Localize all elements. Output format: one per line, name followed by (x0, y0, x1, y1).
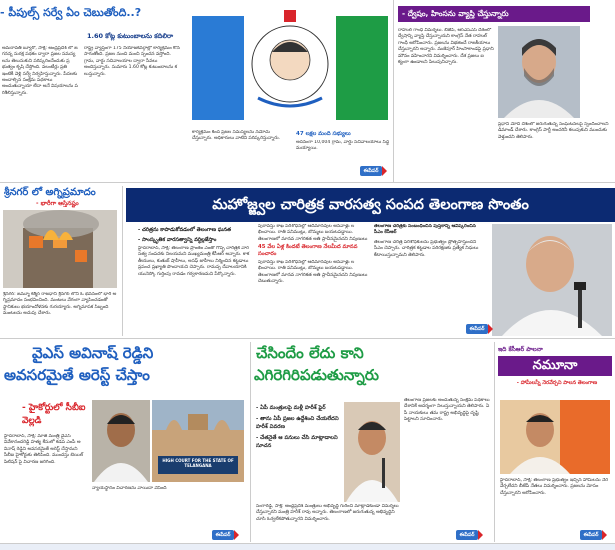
harish-headline-1: చేసిందేం లేదు కాని (256, 344, 364, 362)
harish-bullet: - ఏపీ మంత్రులపై మళ్లీ హరీశ్ ఫైర్ (256, 405, 326, 411)
top-right-article (396, 0, 615, 180)
top-left-col2: రాష్ట్ర వ్యాప్తంగా 175 నియోజకవర్గాల్లో కార్యక్రమం కొనసాగుతోంది. ప్రజల నుంచి మంచి స్పందన వస్తోంది. గ్రామ, వార్డు సచివాలయాల ద్వారా సేవలు అందిస్తున్నారు. సుమారు 1.60 కోట్ల కుటుంబాలను కలుస్తున్నారు. (84, 46, 180, 77)
namoona-tag: ఇది కేసీఆర్ పాలనా (498, 346, 543, 353)
top-left-article (0, 0, 392, 180)
fire-body: శ్రీనగర్: జమ్మూ కశ్మీర్ రాజధాని శ్రీనగర్ లోని ఓ భవనంలో భారీ అగ్నిప్రమాదం సంభవించింది. మంటలు వేగంగా వ్యాపించడంతో స్థానికులు భయాందోళనకు గురయ్యారు. అగ్నిమాపక సిబ్బంది మంటలను అదుపు చేశారు. (3, 292, 117, 317)
kcr-photo (492, 224, 612, 336)
party-flag-illustration (192, 10, 388, 128)
avinash-caption: న్యాయస్థానం విచారణను వాయిదా వేసింది (92, 486, 167, 491)
heritage-banner-text: మహోజ్జ్వల చారిత్రక వారసత్వ సంపద తెలంగాణ సొంతం (212, 197, 529, 213)
epaper-mark-5: ఈపేపర్ (580, 530, 602, 540)
harish-article (252, 342, 492, 542)
horizontal-divider-2 (0, 338, 615, 339)
telangana-bullet-2: - సాంస్కృతిక వారసత్వాన్ని వర్ధిల్లజేస్తాం (138, 237, 217, 243)
bottom-strip (0, 544, 615, 550)
namoona-subhead: - హామీలన్నీ నెరవేర్చని పాలన తెలంగాణ (516, 380, 598, 386)
telangana-col2-top: పురావస్తు శాఖ పరిశోధనల్లో ఆదిమానవుల ఆనవాళ్లు లభించాయి. రాతి పనిముట్లు, బొమ్మలు బయటపడ్డాయి. తెలంగాణలో మానవ నాగరికత అతి ప్రాచీనమైనదని నిపుణులు (258, 224, 368, 242)
high-court-photo (152, 400, 244, 482)
harish-headline-2: ఎగిరెగిరిపడుతున్నారు (254, 366, 379, 384)
high-court-sign: HIGH COURT FOR THE STATE OF TELANGANA (162, 458, 234, 468)
avinash-article (0, 342, 248, 542)
telangana-subhead: 45 వేల ఏళ్ల కిందటే తెలంగాణ నేలమీద మానవ సంచారం (258, 244, 358, 257)
vertical-divider-3 (250, 342, 251, 542)
top-right-headline-bar (398, 6, 590, 22)
namoona-article (496, 344, 615, 542)
epaper-mark-4: ఈపేపర్ (456, 530, 478, 540)
top-right-body: రాహుల్ గాంధీ విమర్శలు. బీజేపీ, ఆర్ఎస్ఎస్ దేశంలో ద్వేషాన్ని వ్యాప్తి చేస్తున్నాయని కాంగ్రెస్ నేత రాహుల్ గాంధీ ఆరోపించారు. ప్రజలను విభజించే రాజకీయాలు చేస్తున్నారని అన్నారు. మణిపూర్ హింసాకాండపై ప్రధాని మౌనం వహించారని విమర్శించారు. దేశ ప్రజలు ఐక్యంగా ఉండాలని పిలుపునిచ్చారు. (398, 28, 494, 66)
harish-body: సంగారెడ్డి, సాక్షి: ఆంధ్రప్రదేశ్ మంత్రులు అభివృద్ధి గురించి మాట్లాడకుండా విమర్శలు చేస్తున్నారని మంత్రి హరీశ్ రావు అన్నారు. తెలంగాణలో జరుగుతున్న అభివృద్ధిని చూసి ఓర్వలేకపోతున్నారని విమర్శించారు. (256, 504, 399, 522)
epaper-mark-2: ఈపేపర్ (466, 324, 488, 334)
top-left-headline: - పీపుల్స్ సర్వే ఏం చెబుతోంది..? (0, 6, 142, 19)
avinash-photo (92, 400, 150, 482)
telangana-caption: తెలంగాణ చరిత్రకు సంబంధించిన పుస్తకాన్ని ఆవిష్కరించిన సీఎం కేసీఆర్ (374, 224, 476, 236)
vertical-divider-4 (494, 342, 495, 542)
fire-subtitle: - భారీగా ఆస్తినష్టం (36, 200, 79, 207)
harish-bullet: - తాను ఏపీ ప్రజల ఉద్దేశించి చేయలేదని హరీశ్ వివరణ (256, 416, 339, 430)
fire-title: శ్రీనగర్ లో అగ్నిప్రమాదం (4, 187, 96, 198)
vertical-divider (393, 0, 394, 182)
telangana-col1: హైదరాబాద్, సాక్షి: తెలంగాణ ప్రాంతం ఎంతో గొప్ప చారిత్రక వారసత్వ సంపదకు నిలయమని ముఖ్యమంత్రి కేసీఆర్ అన్నారు. కాకతీయులు, కుతుబ్ షాహీలు, అసఫ్ జాహీలు నిర్మించిన కట్టడాలు ప్రపంచ ప్రఖ్యాతి పొందాయని చెప్పారు. రామప్ప దేవాలయానికి యునెస్కో గుర్తింపు రావడం గర్వకారణమని పేర్కొన్నారు. (138, 246, 250, 277)
rahul-gandhi-photo (498, 26, 580, 118)
top-left-stat: 47 లక్షల మంది సభ్యులు (296, 131, 351, 137)
vertical-divider-2 (122, 186, 123, 336)
top-left-headline-bar (0, 6, 182, 28)
namoona-headline: నమూనా (532, 358, 578, 373)
epaper-mark: ఈపేపర్ (360, 166, 382, 176)
telangana-col3: తెలంగాణ చరిత్ర పరిశోధకులను ప్రభుత్వం ప్రోత్సహిస్తుందని సీఎం చెప్పారు. చారిత్రక కట్టడాల పరిరక్షణకు ప్రత్యేక నిధులు కేటాయిస్తున్నామని తెలిపారు. (374, 240, 479, 258)
fire-article (0, 186, 120, 334)
avinash-subhead: - హైకోర్టులో సీబీఐ వెల్లడి (22, 403, 86, 426)
telangana-article (126, 224, 615, 336)
harish-rao-photo (344, 402, 400, 502)
telangana-col2: పురావస్తు శాఖ పరిశోధనల్లో ఆదిమానవుల ఆనవాళ్లు లభించాయి. రాతి పనిముట్లు, బొమ్మలు బయటపడ్డాయి. తెలంగాణలో మానవ నాగరికత అతి ప్రాచీనమైనదని నిపుణులు చెబుతున్నారు. (258, 260, 368, 285)
top-right-body2: ప్రధాని మోదీ దేశంలో జరుగుతున్న సంఘటనలపై స్పందించాలని డిమాండ్ చేశారు. కాంగ్రెస్ పార్టీ అందరినీ కలుపుకుని ముందుకు వెళ్తుందని తెలిపారు. (498, 122, 609, 140)
fire-photo (3, 210, 117, 288)
top-left-col3: కార్యక్రమం కింద ప్రజల సమస్యలను నమోదు చేస్తున్నారు. అధికారులు వాటిని పరిష్కరిస్తున్నారు. (192, 130, 281, 142)
namoona-photo (500, 400, 610, 474)
avinash-headline-1: వైఎస్ అవినాష్ రెడ్డిని (32, 344, 154, 362)
top-right-headline: - ద్వేషం, హింసను వ్యాప్తి చేస్తున్నారు (402, 9, 509, 18)
avinash-headline-2: అవసరమైతే అరెస్ట్ చేస్తాం (4, 366, 150, 384)
harish-bullets (256, 404, 340, 450)
top-left-col1: అమరావతి బ్యూరో, సాక్షి: ఆంధ్రప్రదేశ్ లో జగనన్న సురక్ష పథకం ద్వారా ప్రజల సమస్యలను తెలుసుకుని పరిష్కరించేందుకు ప్రభుత్వం కృషి చేస్తోంది. వలంటీర్లు ప్రతి ఇంటికీ వెళ్లి సర్వే నిర్వహిస్తున్నారు. పేదలకు అందాల్సిన సంక్షేమ పథకాలు అందుతున్నాయా లేదా అనే విషయాలను పరిశీలిస్తున్నారు. (2, 46, 78, 96)
namoona-headline-bar (498, 356, 612, 376)
heritage-banner (126, 188, 615, 222)
telangana-bullet-1: - చరిత్రను కాపాడుకోవడంలో తెలంగాణ ఘనత (138, 227, 232, 233)
harish-bullet: - చేతనైతే ఆ పనులు చేసి మాట్లాడాలని సూచన (256, 435, 338, 449)
top-left-col4: అదనంగా 10,004 గ్రామ, వార్డు సచివాలయాలు సిద్ధమయ్యాయి. (296, 140, 390, 152)
harish-body2: తెలంగాణ ప్రజలకు అందుతున్న సంక్షేమ పథకాలు దేశానికే ఆదర్శంగా నిలుస్తున్నాయని తెలిపారు. ఏపీ నాయకులు తమ రాష్ట్ర అభివృద్ధిపై దృష్టి పెట్టాలని సూచించారు. (404, 398, 490, 423)
top-left-subhead: 1.60 కోట్ల కుటుంబాలను కదిలిరా (87, 32, 174, 40)
namoona-body: హైదరాబాద్, సాక్షి: తెలంగాణ ప్రభుత్వం ఇచ్చిన హామీలను నెరవేర్చలేదని బీజేపీ నేతలు విమర్శించారు. ప్రజలను మోసం చేస్తున్నారని ఆరోపించారు. (500, 478, 609, 496)
epaper-mark-3: ఈపేపర్ (212, 530, 234, 540)
horizontal-divider-1 (0, 182, 615, 183)
avinash-body: హైదరాబాద్, సాక్షి: మాజీ మంత్రి వైఎస్ వివేకానందరెడ్డి హత్య కేసులో కడప ఎంపీ అవినాష్ రెడ్డిని అవసరమైతే అరెస్ట్ చేస్తామని సీబీఐ హైకోర్టుకు తెలిపింది. ముందస్తు బెయిల్ పిటిషన్ పై విచారణ జరిగింది. (4, 434, 84, 465)
